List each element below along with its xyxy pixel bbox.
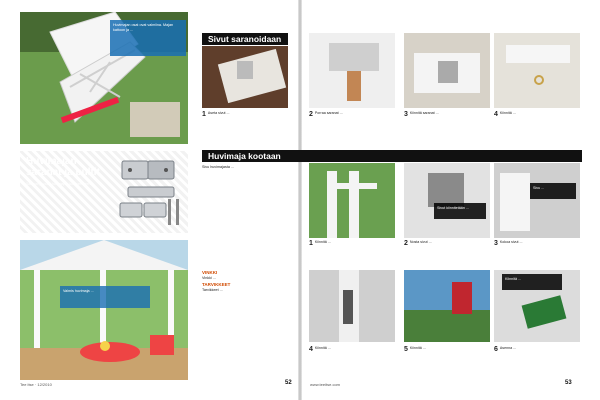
page-number-left	[285, 380, 292, 386]
photo-label-2-text: Sivut kiinnitetään ...	[437, 206, 469, 210]
supplies-heading: TARVIKKEET	[202, 282, 231, 288]
section-assemble-header	[202, 150, 582, 162]
photo-label-3	[530, 183, 576, 199]
step-row1-3	[404, 111, 490, 118]
step-text: Kiinnitä ...	[314, 240, 331, 244]
step-text: Kiinnitä saranat ...	[409, 111, 439, 115]
step-row2-1	[309, 240, 395, 247]
assembly-photo-3	[494, 163, 580, 238]
assembly-photo-5	[404, 270, 490, 342]
page-gutter	[298, 0, 302, 400]
step-number: 2	[404, 240, 408, 247]
photo-label-2	[434, 203, 486, 219]
step-number: 2	[309, 111, 313, 118]
hinge-hardware-illustration	[118, 159, 186, 229]
box-title-line1: Huvimajan	[26, 156, 77, 167]
top-caption-text: Huvimajan osat ovat valmiina. Majan kattoon ja ...	[113, 23, 174, 32]
photo-label-3-text: Sivu ...	[533, 186, 545, 190]
assembly-photo-4	[309, 270, 395, 342]
step-text: Aseta sivut ...	[207, 111, 230, 115]
step-row3-1	[309, 346, 395, 353]
footer-left	[20, 382, 52, 387]
step-text: Kiinnitä ...	[314, 346, 331, 350]
page-right-text: 53	[565, 380, 572, 386]
step-text: Asenna ...	[499, 346, 517, 350]
step1-photo	[202, 46, 288, 108]
page-number-right	[565, 380, 572, 386]
step-number: 3	[494, 240, 498, 247]
page-left-text: 52	[285, 380, 292, 386]
step-number: 6	[494, 346, 498, 353]
step-row1-1	[202, 111, 302, 118]
step-row3-2	[404, 346, 490, 353]
tip-heading: VINKKI	[202, 270, 218, 275]
step-row2-2	[404, 240, 490, 247]
footer-right	[310, 382, 340, 387]
assembly-photo-6	[494, 270, 580, 342]
step-text: Nosta sivut ...	[409, 240, 432, 244]
assembly-photo-1	[309, 163, 395, 238]
section1-title: Sivut saranoidaan	[208, 34, 282, 44]
photo-label-4-text: Kiinnitä ...	[505, 277, 522, 281]
gazebo-finished-photo	[20, 240, 188, 380]
step4-photo	[494, 33, 580, 108]
step-number: 5	[404, 346, 408, 353]
step3-photo	[404, 33, 490, 108]
step-text: Kokoa sivut ...	[499, 240, 523, 244]
step-row1-4	[494, 111, 580, 118]
step-row2-3	[494, 240, 580, 247]
intro-text-column	[202, 165, 302, 170]
tip-text: Vinkki ...	[202, 275, 216, 280]
finished-gazebo-illustration	[20, 240, 188, 380]
box-title-line2: saranat ja pultit	[26, 167, 100, 178]
intro-text: Sivu huvimajasta ...	[202, 165, 234, 169]
top-photo-caption	[110, 20, 186, 56]
hinges-bolts-box	[20, 151, 188, 233]
section-hinges-header	[202, 33, 288, 45]
step-number: 1	[202, 111, 206, 118]
supplies-text: Tarvikkeet ...	[202, 287, 223, 292]
footer-right-text: www.teeitse.com	[310, 382, 341, 387]
photo-label-4	[502, 274, 562, 290]
step-number: 4	[494, 111, 498, 118]
step-row1-2	[309, 111, 395, 118]
box-text: Saranat ja pultit huvimajan kokoamiseen ...	[26, 182, 95, 186]
step-row3-3	[494, 346, 580, 353]
assembly-photo-2	[404, 163, 490, 238]
footer-left-text: Tee itse · 12/2010	[20, 382, 52, 387]
tip-sidebar	[202, 268, 302, 292]
bottom-photo-caption	[60, 286, 150, 308]
step-text: Kiinnitä ...	[499, 111, 516, 115]
section2-title: Huvimaja kootaan	[208, 151, 281, 161]
step-number: 3	[404, 111, 408, 118]
step2-photo	[309, 33, 395, 108]
step-number: 1	[309, 240, 313, 247]
bottom-caption-text: Valmis huvimaja ...	[63, 289, 94, 293]
step-text: Porraa saranat ...	[314, 111, 343, 115]
step-text: Kiinnitä ...	[409, 346, 426, 350]
step-number: 4	[309, 346, 313, 353]
